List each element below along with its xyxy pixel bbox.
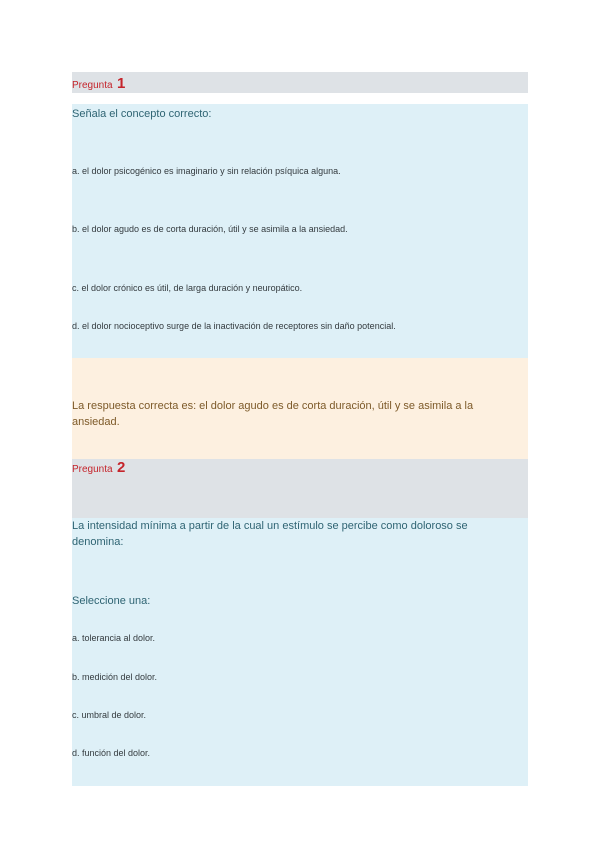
correct-answer-text: La respuesta correcta es: el dolor agudo es de corta duración, útil y se asimila a la ansiedad.	[72, 400, 474, 428]
answer-option-c[interactable]: c. el dolor crónico es útil, de larga duración y neuropático.	[72, 283, 303, 293]
answer-option-d[interactable]: d. función del dolor.	[72, 748, 151, 758]
answer-option-d[interactable]: d. el dolor nocioceptivo surge de la inactivación de receptores sin daño potencial.	[72, 321, 396, 331]
question-number: 1	[117, 75, 126, 92]
question-prompt: La intensidad mínima a partir de la cual un estímulo se percibe como doloroso se denomina:	[72, 520, 468, 548]
answer-option-a[interactable]: a. tolerancia al dolor.	[72, 633, 156, 643]
question-number: 2	[117, 459, 126, 476]
answer-option-b[interactable]: b. el dolor agudo es de corta duración, útil y se asimila a la ansiedad.	[72, 224, 348, 234]
question-1-title	[72, 75, 125, 93]
question-2-body	[72, 518, 528, 786]
question-2-title	[72, 459, 125, 477]
question-2-header	[72, 459, 528, 518]
answer-option-b[interactable]: b. medición del dolor.	[72, 672, 158, 682]
question-label: Pregunta	[72, 80, 113, 91]
select-one-label: Seleccione una:	[72, 595, 151, 607]
answer-option-c[interactable]: c. umbral de dolor.	[72, 710, 147, 720]
question-prompt: Señala el concepto correcto:	[72, 108, 212, 120]
question-label: Pregunta	[72, 464, 113, 475]
question-1-header	[72, 72, 528, 93]
question-1-body	[72, 104, 528, 358]
question-1-feedback	[72, 358, 528, 459]
answer-option-a[interactable]: a. el dolor psicogénico es imaginario y sin relación psíquica alguna.	[72, 166, 341, 176]
